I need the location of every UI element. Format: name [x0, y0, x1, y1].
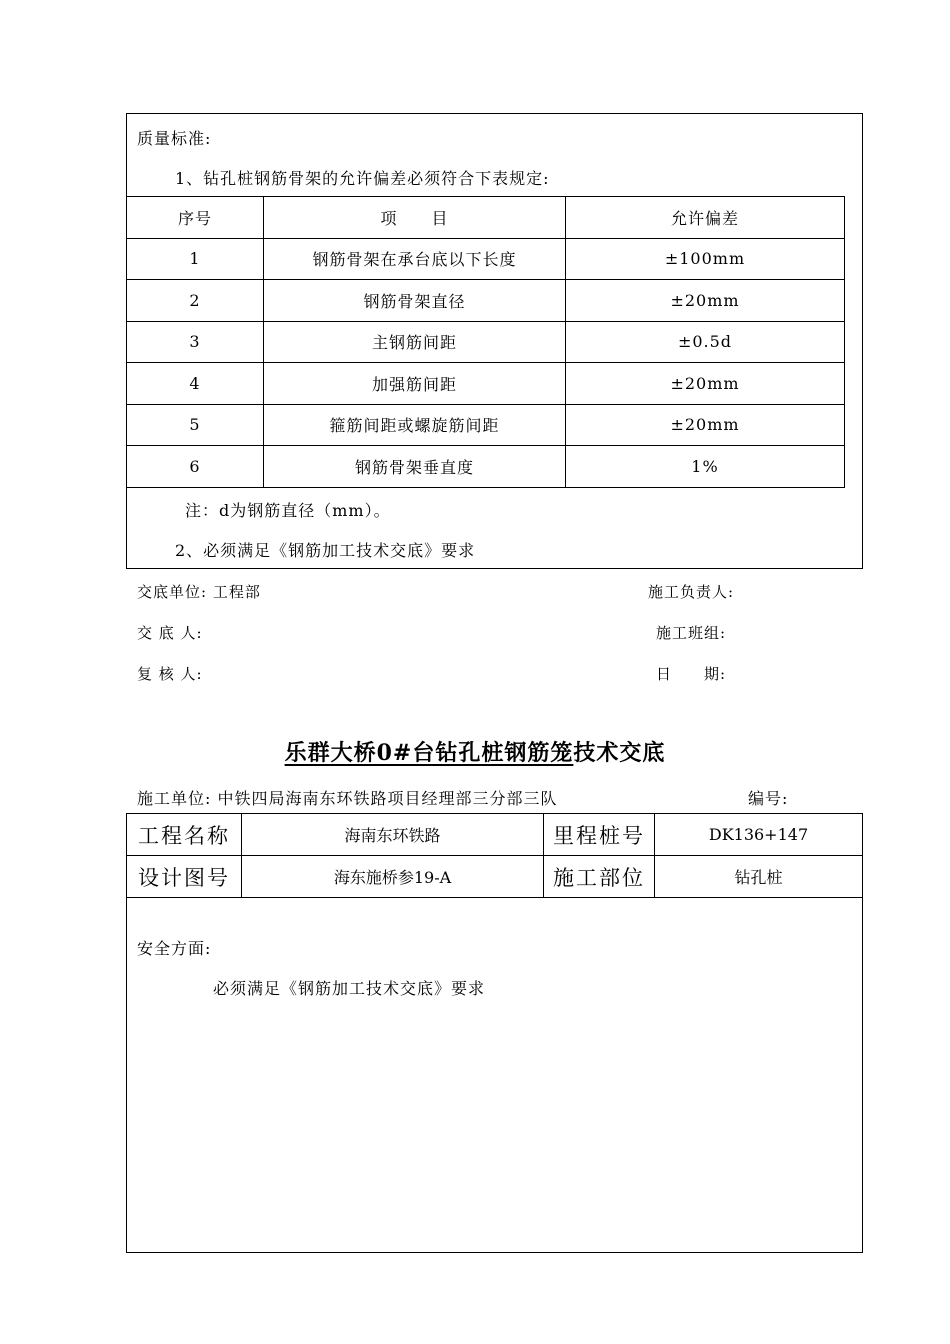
table-row: [127, 363, 845, 405]
table-header-row: [127, 197, 845, 239]
table-row: [127, 446, 845, 488]
row-index: 5: [127, 404, 264, 446]
date: 日 期:: [656, 665, 727, 683]
header-item: 项 目: [264, 197, 566, 239]
safety-heading: 安全方面:: [137, 939, 212, 958]
document-title: [0, 736, 950, 767]
construction-lead: 施工负责人:: [648, 583, 735, 601]
reviewer: 复 核 人:: [137, 665, 203, 683]
table-note: 注：d为钢筋直径（mm）。: [185, 501, 391, 520]
row-index: 3: [127, 321, 264, 363]
table-row: [127, 856, 863, 898]
row-tolerance: ±20mm: [566, 280, 845, 322]
document-title-rest: 技术交底: [573, 740, 666, 766]
table-row: [127, 814, 863, 856]
table-row: [127, 280, 845, 322]
row-index: 1: [127, 238, 264, 280]
quality-item-1: 1、钻孔桩钢筋骨架的允许偏差必须符合下表规定:: [175, 169, 550, 188]
mileage-label: 里程桩号: [544, 814, 655, 856]
project-name-value: 海南东环铁路: [242, 814, 544, 856]
location-label: 施工部位: [544, 856, 655, 898]
header-index: 序号: [127, 197, 264, 239]
project-name-label: 工程名称: [127, 814, 242, 856]
mileage-value: DK136+147: [655, 814, 863, 856]
table-row: [127, 321, 845, 363]
discloser: 交 底 人:: [137, 624, 203, 642]
row-tolerance: ±100mm: [566, 238, 845, 280]
quality-item-2: 2、必须满足《钢筋加工技术交底》要求: [175, 541, 476, 560]
row-tolerance: ±20mm: [566, 363, 845, 405]
location-value: 钻孔桩: [655, 856, 863, 898]
row-index: 6: [127, 446, 264, 488]
quality-heading: 质量标准:: [137, 129, 212, 148]
row-index: 2: [127, 280, 264, 322]
safety-text: 必须满足《钢筋加工技术交底》要求: [213, 979, 486, 998]
row-item: 钢筋骨架直径: [264, 280, 566, 322]
quality-standard-section: [126, 113, 863, 569]
row-tolerance: 1%: [566, 446, 845, 488]
table-row: [127, 404, 845, 446]
row-item: 箍筋间距或螺旋筋间距: [264, 404, 566, 446]
document-title-underlined: 乐群大桥0#台钻孔桩钢筋笼: [284, 740, 574, 766]
safety-section: [126, 896, 863, 1253]
disclosure-unit: 交底单位: 工程部: [137, 583, 261, 601]
header-tolerance: 允许偏差: [566, 197, 845, 239]
project-info-table: [126, 813, 863, 898]
construction-unit: 施工单位: 中铁四局海南东环铁路项目经理部三分部三队: [137, 789, 558, 808]
row-item: 钢筋骨架在承台底以下长度: [264, 238, 566, 280]
serial-number: 编号:: [748, 789, 789, 808]
row-tolerance: ±0.5d: [566, 321, 845, 363]
row-tolerance: ±20mm: [566, 404, 845, 446]
construction-team: 施工班组:: [656, 624, 727, 642]
tolerance-table: [127, 196, 845, 488]
row-index: 4: [127, 363, 264, 405]
drawing-value: 海东施桥参19-A: [242, 856, 544, 898]
row-item: 钢筋骨架垂直度: [264, 446, 566, 488]
row-item: 主钢筋间距: [264, 321, 566, 363]
table-row: [127, 238, 845, 280]
drawing-label: 设计图号: [127, 856, 242, 898]
row-item: 加强筋间距: [264, 363, 566, 405]
